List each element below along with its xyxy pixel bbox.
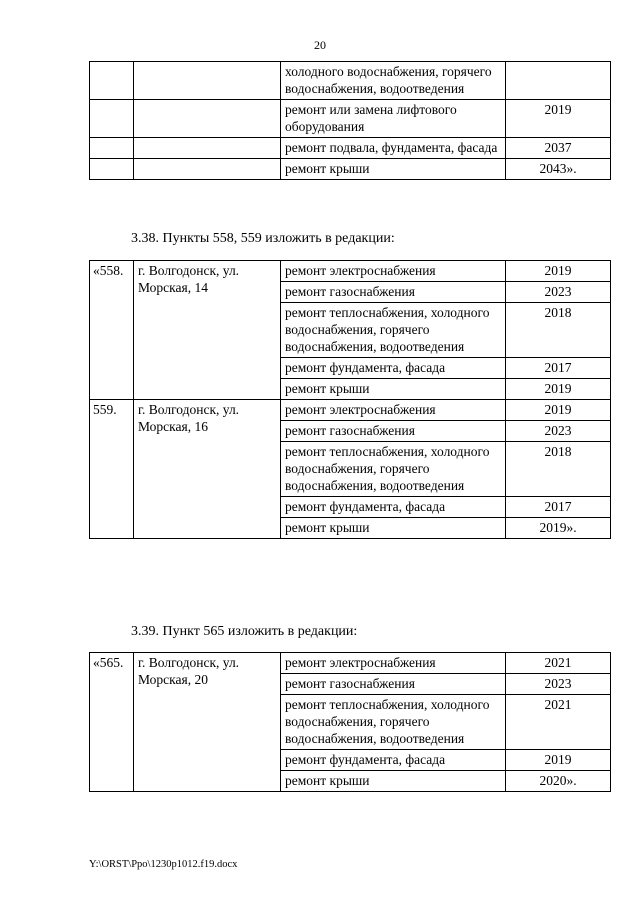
year-cell: 2019 [506,100,611,138]
row-number-cell [90,100,134,138]
work-type-cell: ремонт электроснабжения [281,400,506,421]
year-cell: 2021 [506,695,611,750]
address-cell: г. Волгодонск, ул. Морская, 16 [134,400,281,539]
address-cell [134,159,281,180]
work-type-cell: ремонт крыши [281,518,506,539]
instruction-paragraph-3-39: 3.39. Пункт 565 изложить в редакции: [131,624,358,639]
year-cell: 2023 [506,421,611,442]
year-cell: 2023 [506,282,611,303]
address-cell: г. Волгодонск, ул. Морская, 14 [134,261,281,400]
year-cell: 2019 [506,379,611,400]
work-type-cell: ремонт фундамента, фасада [281,358,506,379]
year-cell: 2037 [506,138,611,159]
item-number-cell: «558. [90,261,134,400]
year-cell: 2019 [506,750,611,771]
table-row [90,261,611,282]
work-type-cell: ремонт электроснабжения [281,653,506,674]
year-cell: 2019 [506,400,611,421]
table-row [90,100,611,138]
work-type-cell: ремонт газоснабжения [281,282,506,303]
year-cell: 2043». [506,159,611,180]
work-type-cell: ремонт теплоснабжения, холодного водоснабжения, горячего водоснабжения, водоотведения [281,695,506,750]
year-cell: 2018 [506,303,611,358]
year-cell: 2019 [506,261,611,282]
year-cell: 2019». [506,518,611,539]
row-number-cell [90,138,134,159]
file-path-footer: Y:\ORST\Ppo\1230p1012.f19.docx [89,859,238,870]
work-type-cell: ремонт теплоснабжения, холодного водоснабжения, горячего водоснабжения, водоотведения [281,303,506,358]
table-row [90,138,611,159]
row-number-cell [90,159,134,180]
item-number-cell: 559. [90,400,134,539]
address-cell: г. Волгодонск, ул. Морская, 20 [134,653,281,792]
work-type-cell: холодного водоснабжения, горячего водоснабжения, водоотведения [281,62,506,100]
address-cell [134,62,281,100]
year-cell [506,62,611,100]
address-cell [134,100,281,138]
work-type-cell: ремонт крыши [281,771,506,792]
work-type-cell: ремонт подвала, фундамента, фасада [281,138,506,159]
work-type-cell: ремонт фундамента, фасада [281,750,506,771]
work-type-cell: ремонт фундамента, фасада [281,497,506,518]
work-type-cell: ремонт газоснабжения [281,421,506,442]
item-number-cell: «565. [90,653,134,792]
table-item-565 [89,652,611,792]
year-cell: 2023 [506,674,611,695]
year-cell: 2017 [506,358,611,379]
table-items-558-559 [89,260,611,539]
year-cell: 2020». [506,771,611,792]
year-cell: 2021 [506,653,611,674]
work-type-cell: ремонт или замена лифтового оборудования [281,100,506,138]
table-row [90,159,611,180]
row-number-cell [90,62,134,100]
table-row [90,62,611,100]
work-type-cell: ремонт крыши [281,379,506,400]
work-type-cell: ремонт газоснабжения [281,674,506,695]
year-cell: 2018 [506,442,611,497]
page-number: 20 [314,38,326,52]
work-type-cell: ремонт теплоснабжения, холодного водоснабжения, горячего водоснабжения, водоотведения [281,442,506,497]
table-row [90,653,611,674]
year-cell: 2017 [506,497,611,518]
table-continuation [89,61,611,180]
address-cell [134,138,281,159]
table-row [90,400,611,421]
work-type-cell: ремонт электроснабжения [281,261,506,282]
instruction-paragraph-3-38: 3.38. Пункты 558, 559 изложить в редакции: [131,231,395,246]
work-type-cell: ремонт крыши [281,159,506,180]
